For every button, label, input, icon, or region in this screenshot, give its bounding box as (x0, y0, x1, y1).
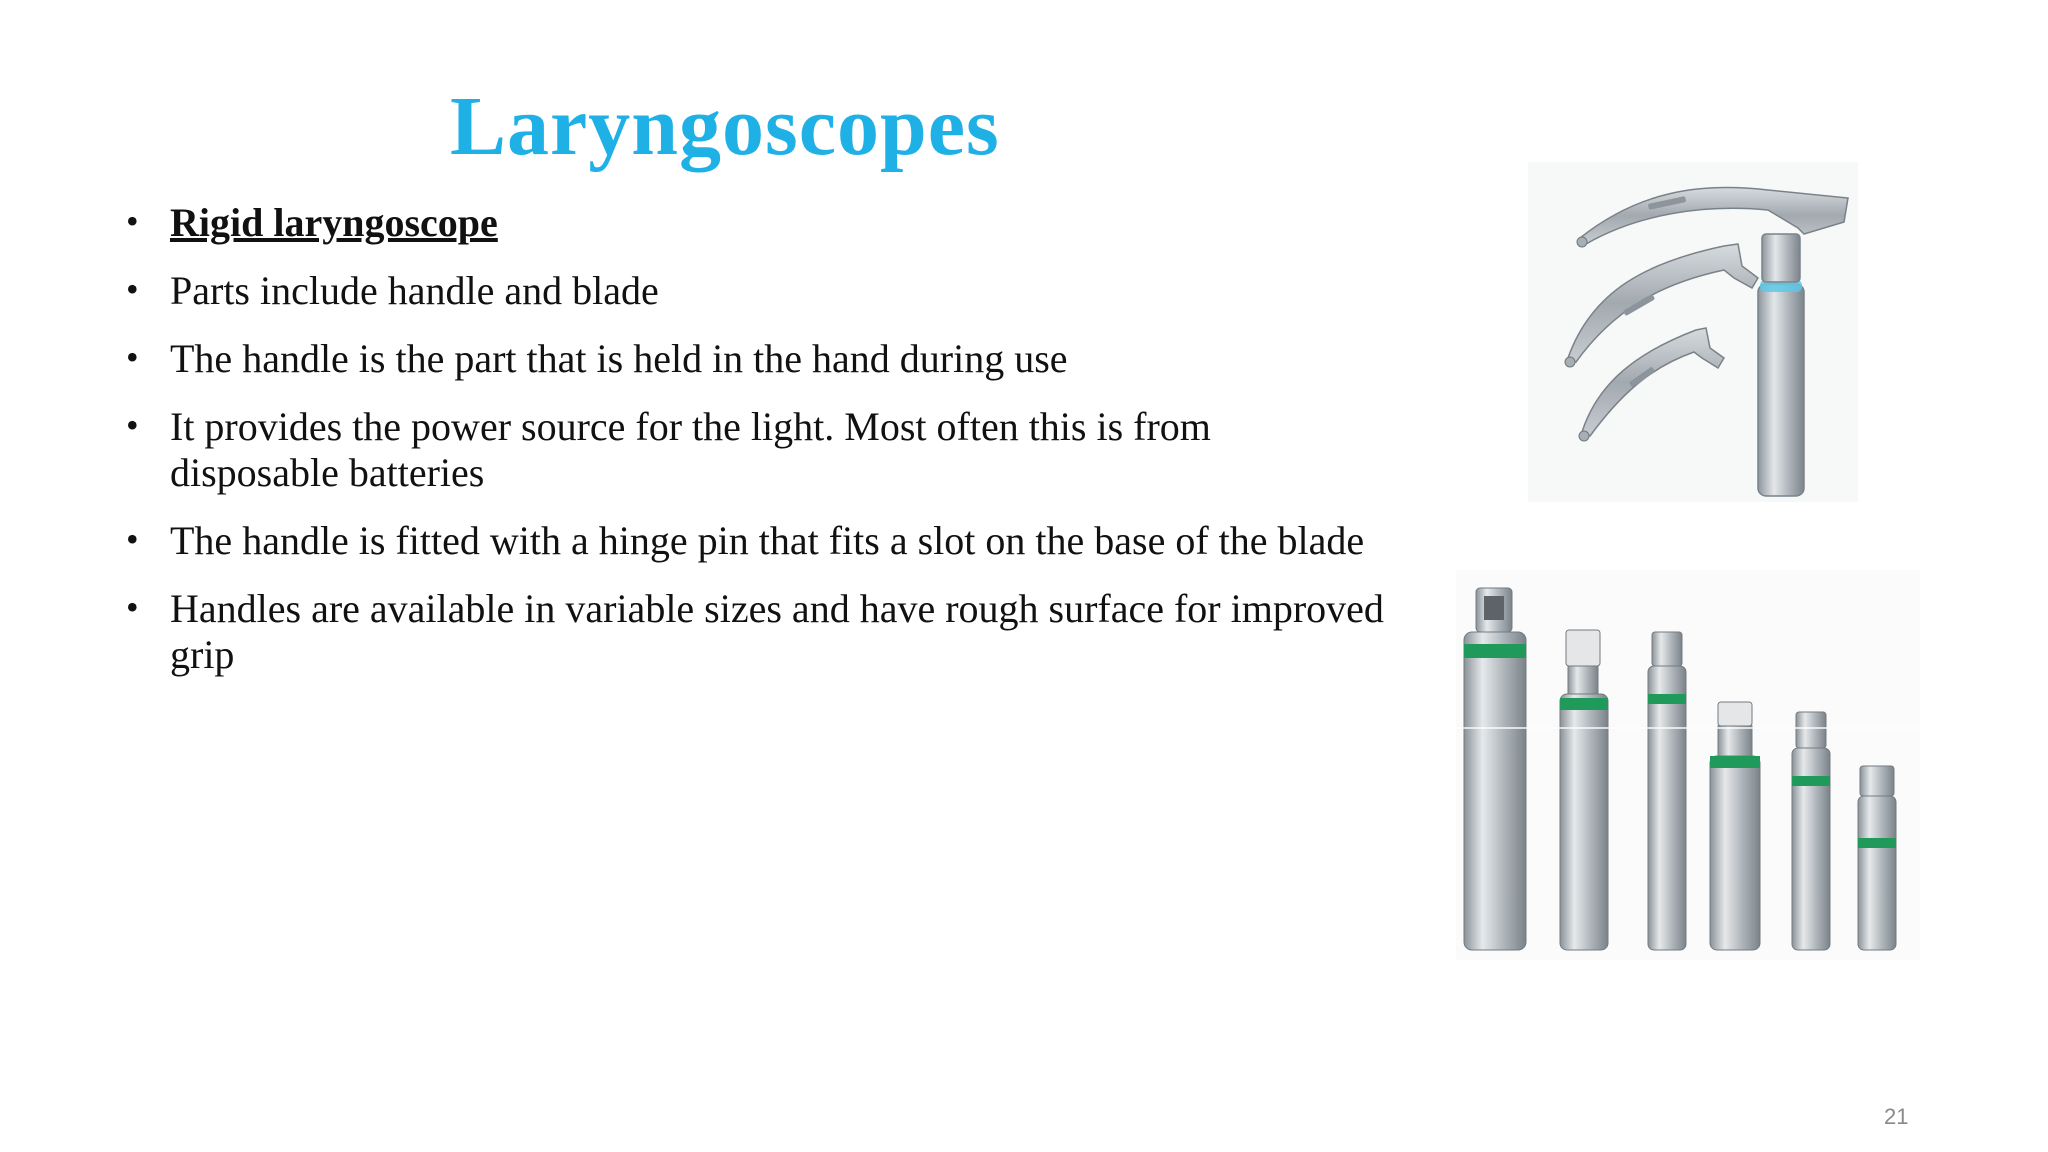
handle-size-2 (1560, 630, 1608, 950)
laryngoscope-blades-image (1528, 162, 1858, 502)
bullet-list (126, 200, 1386, 700)
bullet-dot-icon: • (126, 587, 139, 627)
bullet-item (126, 404, 1386, 496)
bullet-item (126, 586, 1386, 678)
handle-size-5 (1792, 712, 1830, 950)
bullet-text: It provides the power source for the light. Most often this is from disposable batteries (170, 404, 1211, 495)
handle-size-6 (1858, 766, 1896, 950)
blade-large (1577, 188, 1848, 247)
bullet-item (126, 518, 1386, 564)
bullet-text: The handle is fitted with a hinge pin that fits a slot on the base of the blade (170, 518, 1365, 563)
bullet-item (126, 200, 1386, 246)
bullet-text: The handle is the part that is held in the hand during use (170, 336, 1068, 381)
bullet-text: Handles are available in variable sizes and have rough surface for improved grip (170, 586, 1384, 677)
bullet-text: Parts include handle and blade (170, 268, 659, 313)
handle-size-3 (1648, 632, 1686, 950)
bullet-item (126, 268, 1386, 314)
bullet-heading: Rigid laryngoscope (170, 200, 498, 245)
bullet-dot-icon: • (126, 337, 139, 377)
bullet-dot-icon: • (126, 269, 139, 309)
blade-small (1579, 328, 1724, 441)
laryngoscope-blades-drawing (1528, 162, 1858, 502)
laryngoscope-handles-drawing (1456, 570, 1920, 960)
slide-title: Laryngoscopes (450, 80, 1000, 173)
page-number: 21 (1884, 1104, 1909, 1129)
handle-size-1 (1464, 588, 1526, 950)
bullet-dot-icon: • (126, 201, 139, 241)
bullet-dot-icon: • (126, 405, 139, 445)
bullet-item (126, 336, 1386, 382)
bullet-dot-icon: • (126, 519, 139, 559)
handle (1758, 234, 1804, 496)
laryngoscope-handles-image (1456, 570, 1920, 960)
handle-size-4 (1710, 702, 1760, 950)
